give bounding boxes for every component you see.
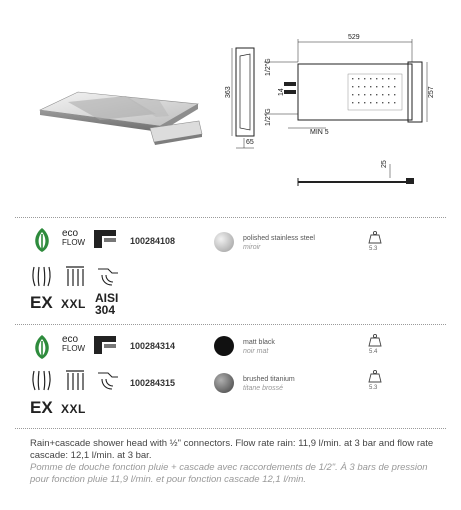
xxl-label: XXL — [61, 402, 86, 416]
finish-name: matt black — [243, 339, 275, 346]
aisi-grade: 304 — [95, 303, 116, 317]
finish-swatch — [214, 336, 234, 356]
finish-name-fr: miroir — [243, 244, 261, 251]
ex-label: EX — [30, 293, 53, 312]
flow-text: FLOW — [62, 344, 86, 353]
description-fr: Pomme de douche fonction pluie + cascade avec raccordements de 1/2". À 3 bars de pression pour fonction pluie 11,9 l/min. et pour fonction cascade 12,1 l/min. — [30, 462, 428, 485]
hand-shower-icon — [96, 263, 120, 287]
finish-name-fr: noir mat — [243, 348, 269, 355]
weight-value: 5.3 — [369, 385, 378, 391]
divider — [15, 428, 446, 429]
divider — [15, 217, 446, 218]
finish-name: brushed titanium — [243, 376, 295, 383]
dim-min5: MIN 5 — [310, 129, 329, 136]
weight-value: 5.4 — [369, 349, 378, 355]
eco-leaf-icon — [30, 333, 54, 361]
aisi-label — [95, 292, 118, 316]
description-en: Rain+cascade shower head with ½" connectors. Flow rate rain: 11,9 l/min. at 3 bar and flow rate cascade: 12,1 l/min. at 3 bar. — [30, 438, 434, 461]
aisi-text: AISI — [95, 291, 119, 305]
product-photo — [34, 76, 204, 156]
technical-drawing — [222, 26, 447, 196]
dim-529: 529 — [348, 34, 360, 41]
dim-connector-top: 1/2"G — [265, 58, 272, 76]
eco-flow-label — [62, 335, 85, 353]
ex-label: EX — [30, 398, 53, 417]
cascade-icon — [94, 228, 116, 250]
rain-straight-icon — [64, 369, 86, 391]
eco-leaf-icon — [30, 226, 54, 254]
product-code: 100284315 — [130, 378, 176, 388]
finish-name: polished stainless steel — [243, 235, 315, 242]
dim-257: 257 — [428, 86, 435, 98]
dim-65: 65 — [246, 139, 254, 146]
product-code: 100284108 — [130, 236, 176, 246]
xxl-label: XXL — [61, 297, 86, 311]
dim-14: 14 — [278, 88, 285, 96]
cascade-icon — [94, 334, 116, 356]
eco-flow-label — [62, 229, 85, 247]
rain-spray-icon — [31, 369, 53, 391]
dim-connector-bottom: 1/2"G — [265, 108, 272, 126]
divider — [15, 324, 446, 325]
weight-value: 5.3 — [369, 246, 378, 252]
flow-text: FLOW — [62, 238, 86, 247]
rain-spray-icon — [31, 265, 53, 287]
finish-swatch — [214, 373, 234, 393]
finish-name-fr: titane brossé — [243, 385, 284, 392]
rain-straight-icon — [64, 265, 86, 287]
hand-shower-icon — [96, 367, 120, 391]
dim-363: 363 — [225, 86, 232, 98]
eco-text: eco — [62, 334, 79, 345]
dim-25: 25 — [381, 160, 388, 168]
finish-swatch — [214, 232, 234, 252]
product-code: 100284314 — [130, 341, 176, 351]
eco-text: eco — [62, 228, 79, 239]
